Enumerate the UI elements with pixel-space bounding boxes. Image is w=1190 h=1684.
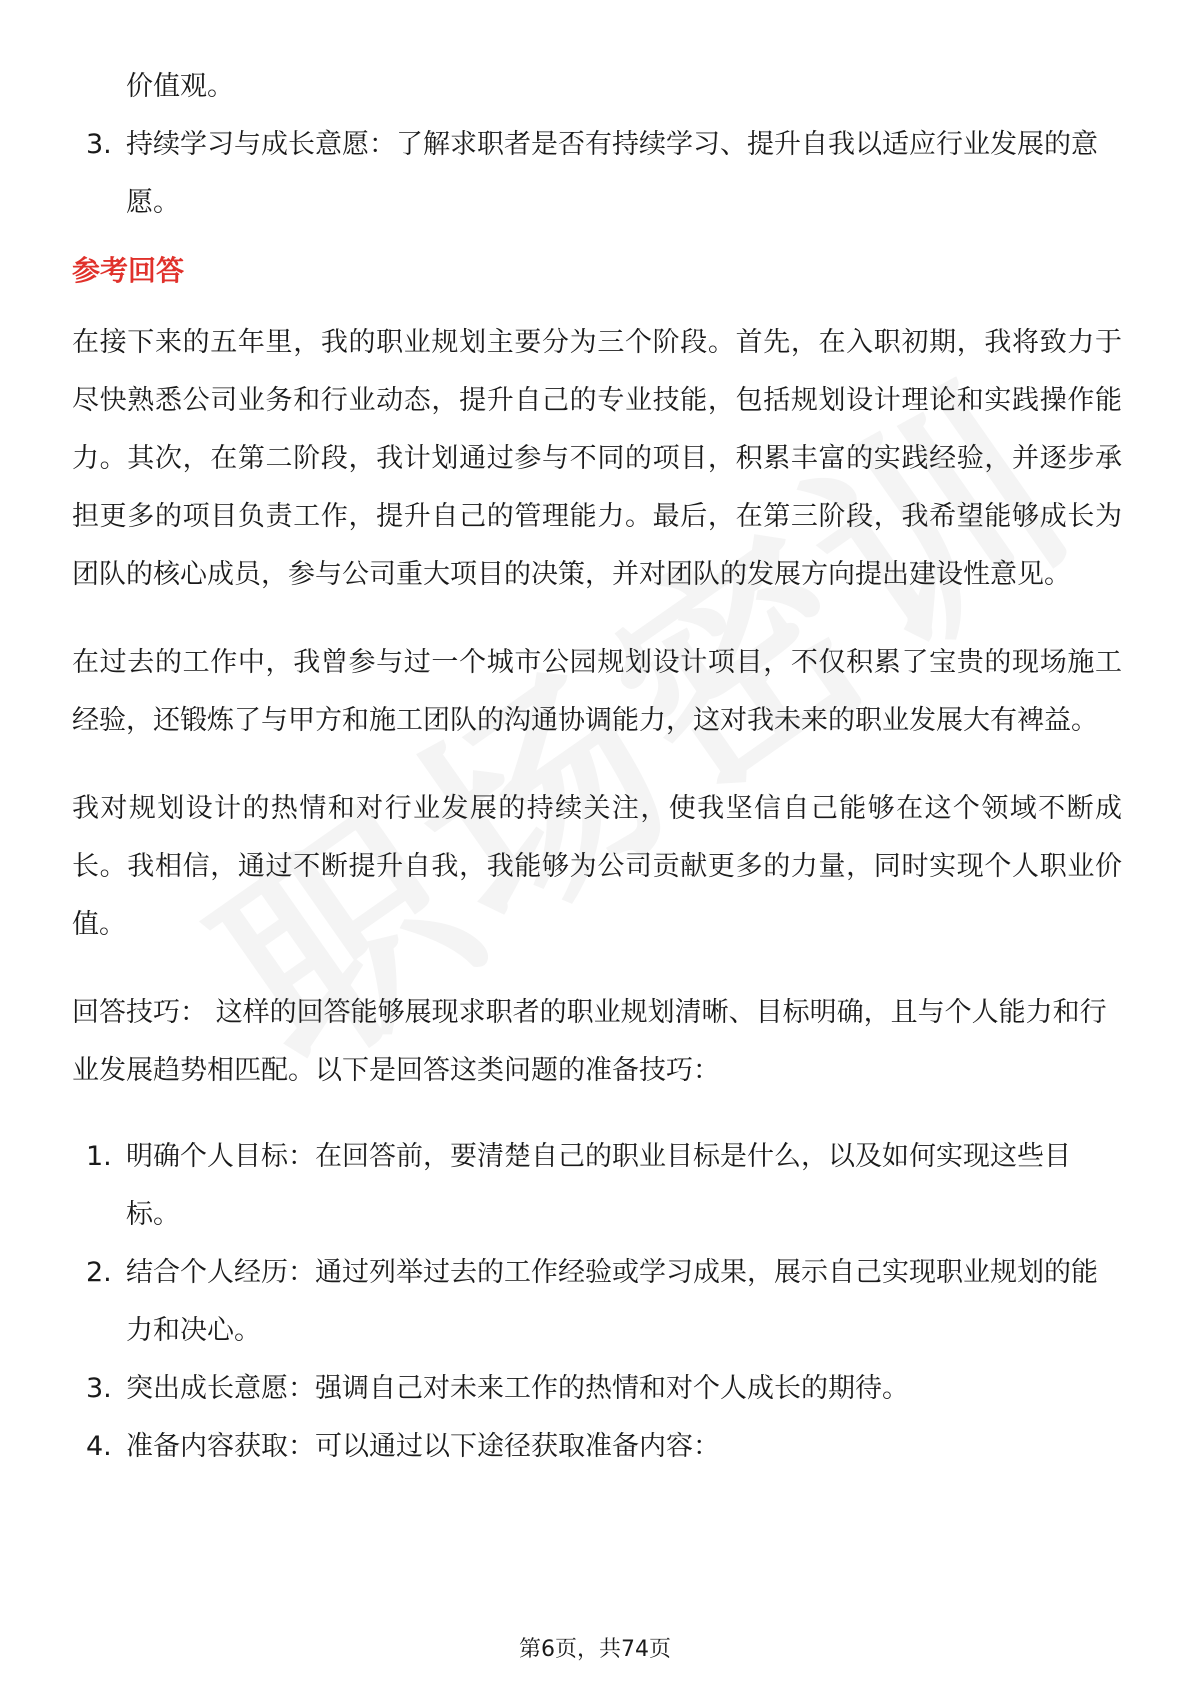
list-item-text: 准备内容获取：可以通过以下途径获取准备内容： [126, 1431, 720, 1462]
page-content [72, 58, 1122, 1476]
evaluation-list [72, 116, 1122, 232]
list-item [72, 1128, 1122, 1244]
section-heading-reference-answer: 参考回答 [72, 254, 185, 287]
answer-paragraph-1: 在接下来的五年里，我的职业规划主要分为三个阶段。首先，在入职初期，我将致力于尽快熟悉公司业务和行业动态，提升自己的专业技能，包括规划设计理论和实践操作能力。其次，在第二阶段，我计划通过参与不同的项目，积累丰富的实践经验，并逐步承担更多的项目负责工作，提升自己的管理能力。最后，在第三阶段，我希望能够成长为团队的核心成员，参与公司重大项目的决策，并对团队的发展方向提出建设性意见。 [72, 327, 1122, 590]
list-item-number: 3. [86, 129, 112, 160]
answer-paragraph-2: 在过去的工作中，我曾参与过一个城市公园规划设计项目，不仅积累了宝贵的现场施工经验，还锻炼了与甲方和施工团队的沟通协调能力，这对我未来的职业发展大有裨益。 [72, 647, 1122, 736]
list-item-number: 4. [86, 1431, 112, 1462]
page-footer: 第6页，共74页 [519, 1637, 671, 1662]
list-item-text: 突出成长意愿：强调自己对未来工作的热情和对个人成长的期待。 [126, 1373, 909, 1404]
answer-tips: 回答技巧： 这样的回答能够展现求职者的职业规划清晰、目标明确，且与个人能力和行业发展趋势相匹配。以下是回答这类问题的准备技巧： [72, 997, 1107, 1086]
list-item-number: 3. [86, 1373, 112, 1404]
list-item-text: 结合个人经历：通过列举过去的工作经验或学习成果，展示自己实现职业规划的能力和决心。 [126, 1257, 1098, 1346]
list-item-number: 2. [86, 1257, 112, 1288]
list-item [72, 1244, 1122, 1360]
list-item [72, 1418, 1122, 1476]
list-item-continuation: 价值观。 [126, 71, 234, 102]
list-item-text: 持续学习与成长意愿：了解求职者是否有持续学习、提升自我以适应行业发展的意愿。 [126, 129, 1098, 218]
answer-paragraph-3: 我对规划设计的热情和对行业发展的持续关注，使我坚信自己能够在这个领域不断成长。我相信，通过不断提升自我，我能够为公司贡献更多的力量，同时实现个人职业价值。 [72, 793, 1122, 940]
tips-list [72, 1128, 1122, 1476]
list-item [72, 1360, 1122, 1418]
list-item-number: 1. [86, 1141, 112, 1172]
list-item-text: 明确个人目标：在回答前，要清楚自己的职业目标是什么，以及如何实现这些目标。 [126, 1141, 1071, 1230]
list-item [72, 116, 1122, 232]
